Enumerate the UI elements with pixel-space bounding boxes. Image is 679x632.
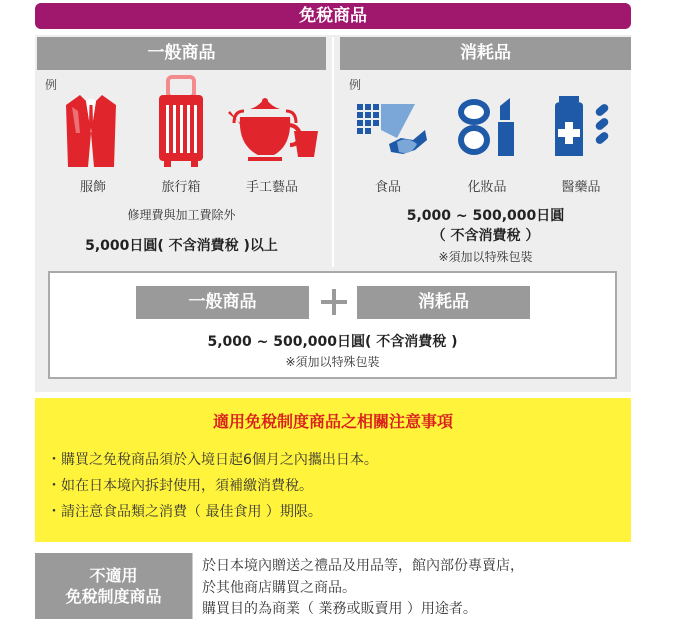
- consumables-header: 消耗品: [340, 37, 631, 70]
- notice-item: ・請注意食品類之消費（ 最佳食用 ）期限。: [47, 504, 322, 520]
- combo-consumables-tag: 消耗品: [357, 286, 530, 319]
- plus-icon: [318, 285, 350, 319]
- cosmetics-icon: [454, 96, 520, 158]
- column-divider: [332, 37, 334, 267]
- exclusions-divider: [192, 553, 193, 619]
- combo-packaging-note: ※須加以特殊包裝: [285, 355, 380, 369]
- exclusion-line: 於其他商店購買之商品。: [202, 580, 356, 596]
- consumable-packaging-note: ※須加以特殊包裝: [438, 250, 533, 264]
- consumable-example-label: 例: [349, 78, 362, 92]
- combo-general-goods-tag: 一般商品: [136, 286, 309, 319]
- tax-free-banner: 免稅商品: [35, 3, 631, 29]
- consumable-tax-note: （ 不含消費稅 ）: [431, 228, 540, 244]
- notice-title: 適用免稅制度商品之相關注意事項: [212, 412, 453, 431]
- item-label-medicine: 醫藥品: [561, 180, 601, 195]
- food-icon: [355, 100, 435, 162]
- medicine-icon: [551, 96, 613, 158]
- exclusion-line: 購買目的為商業（ 業務或販賣用 ）用途者。: [202, 601, 477, 617]
- not-applicable-tag: [35, 553, 192, 619]
- not-applicable-line2: 免稅制度商品: [65, 587, 162, 606]
- consumable-price-range: 5,000 ~ 500,000日圓: [406, 208, 565, 224]
- item-label-crafts: 手工藝品: [245, 180, 298, 195]
- exclusion-line: 於日本境內贈送之禮品及用品等，館內部份專賣店，: [202, 558, 524, 574]
- general-price-threshold: 5,000日圓( 不含消費稅 )以上: [85, 238, 278, 254]
- general-goods-header: 一般商品: [37, 37, 326, 70]
- notice-item: ・購買之免稅商品須於入境日起6個月之內攜出日本。: [47, 452, 378, 468]
- teapot-icon: [228, 97, 320, 163]
- item-label-food: 食品: [374, 180, 401, 195]
- combo-price-range: 5,000 ~ 500,000日圓( 不含消費稅 ): [207, 334, 458, 350]
- item-label-suitcase: 旅行箱: [161, 180, 201, 195]
- item-label-clothing: 服飾: [79, 180, 106, 195]
- general-exclusion-note: 修理費與加工費除外: [127, 208, 236, 222]
- item-label-cosmetics: 化妝品: [467, 180, 507, 195]
- not-applicable-line1: 不適用: [89, 566, 138, 585]
- suitcase-icon: [155, 75, 207, 169]
- clothing-icon: [62, 93, 120, 169]
- general-example-label: 例: [45, 78, 58, 92]
- notice-item: ・如在日本境內拆封使用，須補繳消費稅。: [47, 478, 313, 494]
